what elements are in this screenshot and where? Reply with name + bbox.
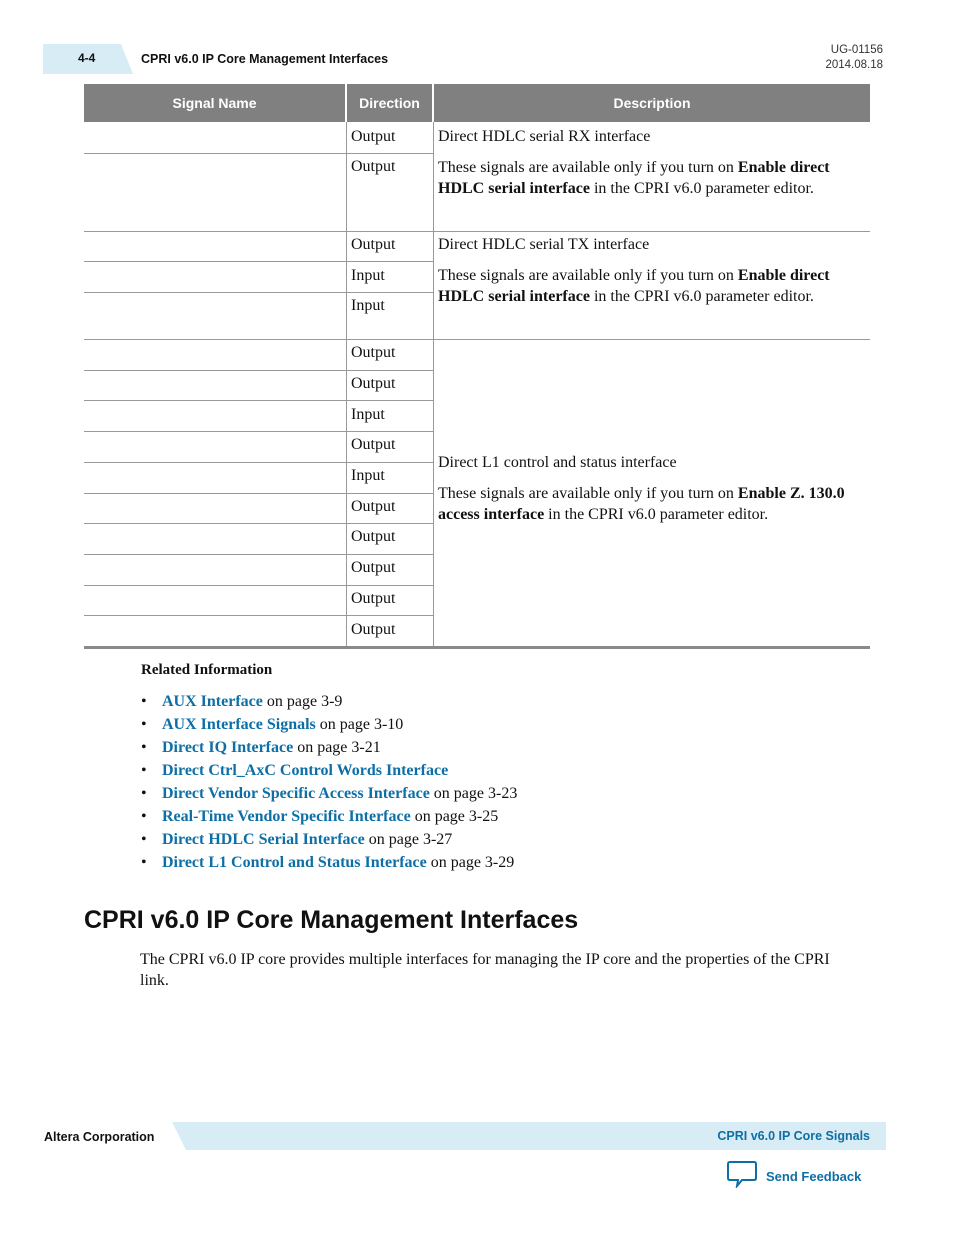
row-divider xyxy=(84,585,433,586)
direction-cell: Input xyxy=(351,297,385,314)
feedback-icon xyxy=(727,1160,757,1193)
row-divider xyxy=(84,339,870,340)
column-divider xyxy=(433,122,434,646)
page-number: 4-4 xyxy=(78,51,96,65)
list-item xyxy=(141,759,517,782)
related-links-list xyxy=(141,690,517,874)
direct-l1-control-link[interactable]: Direct L1 Control and Status Interface xyxy=(162,854,427,871)
list-item: • AUX Interface Signals on page 3-10 xyxy=(141,713,517,736)
direction-cell: Input xyxy=(351,406,385,423)
direction-cell: Output xyxy=(351,621,396,638)
row-divider xyxy=(84,292,433,293)
aux-interface-link[interactable]: AUX Interface xyxy=(162,693,263,710)
column-divider xyxy=(346,122,347,646)
direction-cell: Output xyxy=(351,375,396,392)
aux-interface-signals-link[interactable]: AUX Interface Signals xyxy=(162,716,316,733)
description-note: These signals are available only if you turn on Enable direct HDLC serial interface in the CPRI v6.0 parameter editor. xyxy=(438,159,830,197)
column-header-direction: Direction xyxy=(347,84,432,122)
description-note: These signals are available only if you turn on Enable Z. 130.0 access interface in the CPRI v6.0 parameter editor. xyxy=(438,485,845,523)
direction-cell: Output xyxy=(351,559,396,576)
row-divider xyxy=(84,615,433,616)
direction-cell: Output xyxy=(351,498,396,515)
doc-date: 2014.08.18 xyxy=(825,59,883,71)
direct-iq-interface-link[interactable]: Direct IQ Interface xyxy=(162,739,294,756)
description-cell xyxy=(438,234,858,317)
related-info-title: Related Information xyxy=(141,662,273,678)
direction-cell: Output xyxy=(351,236,396,253)
list-item: • AUX Interface on page 3-9 xyxy=(141,690,517,713)
direct-hdlc-serial-link[interactable]: Direct HDLC Serial Interface xyxy=(162,831,365,848)
row-divider xyxy=(84,261,433,262)
direction-cell: Output xyxy=(351,528,396,545)
footer-chapter-link[interactable]: CPRI v6.0 IP Core Signals xyxy=(717,1129,870,1143)
description-cell xyxy=(438,452,858,535)
description-cell xyxy=(438,126,858,209)
list-item: • Direct HDLC Serial Interface on page 3-27 xyxy=(141,828,517,851)
list-item: • Direct IQ Interface on page 3-21 xyxy=(141,736,517,759)
description-note: These signals are available only if you turn on Enable direct HDLC serial interface in the CPRI v6.0 parameter editor. xyxy=(438,267,830,305)
description-title: Direct HDLC serial TX interface xyxy=(438,236,650,253)
direction-cell: Output xyxy=(351,128,396,145)
real-time-vendor-specific-link[interactable]: Real-Time Vendor Specific Interface xyxy=(162,808,411,825)
list-item: • Direct Vendor Specific Access Interface on page 3-23 xyxy=(141,782,517,805)
send-feedback-label: Send Feedback xyxy=(766,1169,862,1184)
row-divider xyxy=(84,554,433,555)
direct-ctrl-axc-link[interactable]: Direct Ctrl_AxC Control Words Interface xyxy=(162,762,449,779)
direction-cell: Input xyxy=(351,467,385,484)
section-paragraph: The CPRI v6.0 IP core provides multiple interfaces for managing the IP core and the properties of the CPRI link. xyxy=(140,951,830,989)
row-divider xyxy=(84,523,433,524)
direction-cell: Output xyxy=(351,590,396,607)
header-title: CPRI v6.0 IP Core Management Interfaces xyxy=(141,52,389,66)
direction-cell: Output xyxy=(351,344,396,361)
doc-id: UG-01156 xyxy=(830,44,883,56)
direction-cell: Output xyxy=(351,158,396,175)
section-heading: CPRI v6.0 IP Core Management Interfaces xyxy=(84,906,579,934)
footer-company: Altera Corporation xyxy=(44,1130,155,1144)
description-title: Direct HDLC serial RX interface xyxy=(438,128,651,145)
row-divider xyxy=(84,431,433,432)
row-divider xyxy=(84,462,433,463)
row-divider xyxy=(84,400,433,401)
direction-cell: Output xyxy=(351,436,396,453)
list-item: • Real-Time Vendor Specific Interface on page 3-25 xyxy=(141,805,517,828)
doc-id-block xyxy=(825,43,883,73)
direction-cell: Input xyxy=(351,267,385,284)
direct-vendor-specific-link[interactable]: Direct Vendor Specific Access Interface xyxy=(162,785,430,802)
table-bottom-rule xyxy=(84,646,870,649)
send-feedback-button[interactable] xyxy=(727,1160,861,1193)
row-divider xyxy=(84,153,433,154)
row-divider xyxy=(84,370,433,371)
column-header-description: Description xyxy=(434,84,870,122)
row-divider xyxy=(84,493,433,494)
description-title: Direct L1 control and status interface xyxy=(438,454,677,471)
row-divider xyxy=(84,231,870,232)
list-item: • Direct L1 Control and Status Interface on page 3-29 xyxy=(141,851,517,874)
column-header-signal-name: Signal Name xyxy=(84,84,345,122)
